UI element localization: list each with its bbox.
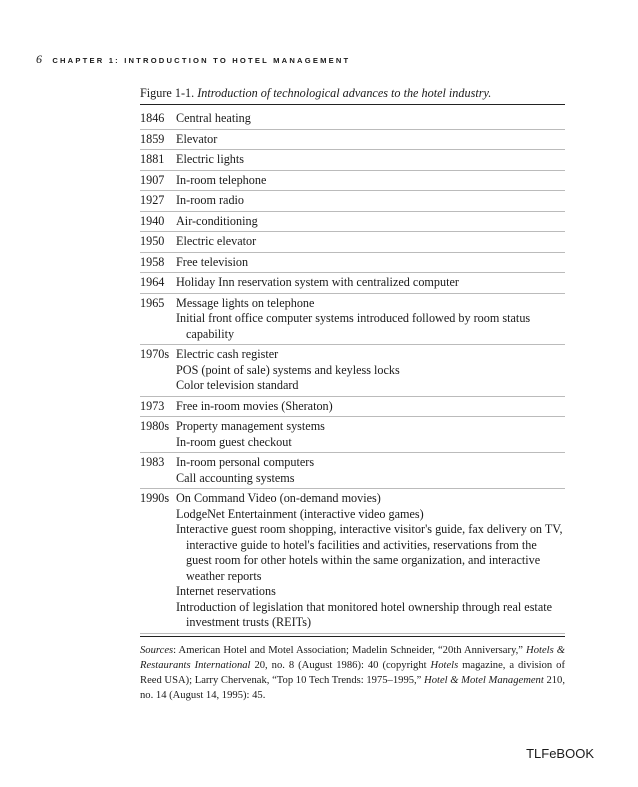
sources-title-3: Hotel & Motel Management (424, 674, 544, 686)
sources-note (140, 636, 565, 703)
timeline-items (176, 193, 565, 209)
timeline-year: 1958 (140, 254, 165, 269)
timeline-items (176, 455, 565, 486)
timeline-row (140, 294, 565, 346)
timeline-row (140, 397, 565, 418)
timeline-item: Electric cash register (176, 347, 279, 361)
timeline-item: Free in-room movies (Sheraton) (176, 398, 333, 413)
timeline-year: 1950 (140, 234, 165, 248)
sources-label: Sources (140, 644, 174, 656)
chapter-title: CHAPTER 1: INTRODUCTION TO HOTEL MANAGEMENT (52, 56, 351, 65)
timeline-item: Introduction of legislation that monitored hotel ownership through real estate investment trusts (REITs) (176, 599, 553, 629)
timeline-row (140, 489, 565, 634)
timeline-item: LodgeNet Entertainment (interactive video games) (176, 506, 424, 521)
timeline-items (176, 347, 565, 394)
timeline-year: 1990s (140, 491, 170, 505)
timeline-item: Air-conditioning (176, 213, 258, 228)
timeline-year: 1970s (140, 347, 170, 361)
timeline-item: Free television (176, 254, 249, 269)
timeline-row (140, 212, 565, 233)
brand-watermark: TLFeBOOK (526, 746, 594, 761)
timeline-item: Message lights on telephone (176, 295, 315, 310)
timeline-item: In-room guest checkout (176, 434, 292, 449)
timeline-item: Electric lights (176, 152, 245, 166)
timeline-row (140, 453, 565, 489)
timeline-row (140, 150, 565, 171)
timeline-year: 1965 (140, 295, 165, 310)
timeline-items (176, 255, 565, 271)
timeline-year: 1983 (140, 455, 165, 469)
timeline-year: 1927 (140, 193, 165, 207)
timeline-year: 1859 (140, 131, 165, 146)
sources-text-1: : American Hotel and Motel Association; Madelin Schneider, “20th Anniversary,” (173, 644, 527, 656)
timeline-row (140, 232, 565, 253)
timeline-item: POS (point of sale) systems and keyless locks (176, 362, 400, 377)
timeline-items (176, 491, 565, 631)
caption-text: Introduction of technological advances to the hotel industry. (197, 86, 492, 100)
timeline-row (140, 417, 565, 453)
timeline-items (176, 275, 565, 291)
timeline-year: 1940 (140, 213, 165, 228)
timeline-row (140, 171, 565, 192)
timeline-year: 1881 (140, 152, 165, 166)
timeline-row (140, 191, 565, 212)
timeline-item: Electric elevator (176, 234, 257, 248)
timeline-year: 1907 (140, 172, 165, 187)
sources-title-2: Hotels (430, 659, 459, 671)
timeline-row (140, 345, 565, 397)
page-number: 6 (36, 52, 42, 66)
timeline-items (176, 132, 565, 148)
timeline-row (140, 109, 565, 130)
timeline-item: In-room personal computers (176, 455, 315, 469)
timeline-item: Internet reservations (176, 584, 276, 598)
timeline-item: In-room telephone (176, 172, 267, 187)
running-head (36, 52, 350, 67)
timeline-row (140, 273, 565, 294)
timeline-item: On Command Video (on-demand movies) (176, 491, 381, 505)
timeline-row (140, 130, 565, 151)
timeline-item: Property management systems (176, 419, 325, 433)
sources-title-1: Hotels & Restaurants International (140, 644, 565, 671)
timeline-year: 1973 (140, 398, 165, 413)
timeline-item: Initial front office computer systems introduced followed by room status capability (176, 311, 531, 341)
timeline-item: Interactive guest room shopping, interactive visitor's guide, fax delivery on TV, interactive guide to hotel's facilities and activities, reservations from the guest room for other hotels within the same organization, and interactive weather reports (176, 522, 563, 583)
timeline-item: Call accounting systems (176, 470, 295, 485)
timeline-year: 1980s (140, 419, 170, 433)
timeline-item: Color television standard (176, 378, 299, 392)
timeline-items (176, 152, 565, 168)
figure-caption (140, 86, 565, 105)
timeline-item: In-room radio (176, 193, 245, 207)
timeline-items (176, 234, 565, 250)
timeline-row (140, 253, 565, 274)
timeline-items (176, 173, 565, 189)
timeline-items (176, 111, 565, 127)
timeline-year: 1846 (140, 111, 165, 125)
sources-text-2: 20, no. 8 (August 1986): 40 (copyright (250, 659, 431, 671)
timeline-year: 1964 (140, 275, 165, 289)
timeline-item: Elevator (176, 131, 218, 146)
timeline-items (176, 296, 565, 343)
caption-label: Figure 1-1. (140, 86, 195, 100)
sources-text-4: 210, no. 14 (August 14, 1995): 45. (140, 674, 565, 701)
sources-text-3: magazine, a division of Reed USA); Larry Chervenak, “Top 10 Tech Trends: 1975–1995,” (140, 659, 565, 686)
timeline-item: Central heating (176, 111, 251, 125)
timeline-item: Holiday Inn reservation system with centralized computer (176, 275, 459, 289)
figure (140, 86, 565, 703)
timeline-items (176, 399, 565, 415)
timeline-table (140, 109, 565, 634)
timeline-items (176, 214, 565, 230)
timeline-items (176, 419, 565, 450)
